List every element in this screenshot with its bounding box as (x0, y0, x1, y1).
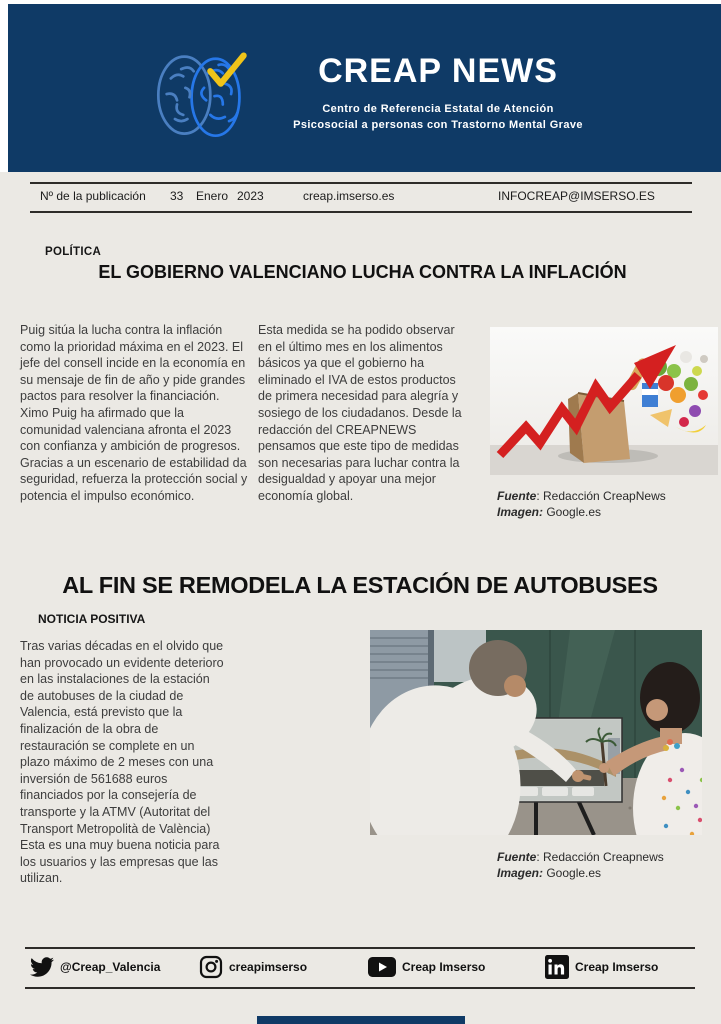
caption-image-text: Google.es (543, 504, 602, 519)
article2-body: Tras varias décadas en el olvido que han provocado un evidente deterioro en las instalaciones de la estación de autobuses de la ciudad de Valencia, está previsto que la finalización de la obra de restauración se complete en un plazo máximo de 2 meses con una inversión de 561688 euros financiados por la consejería de transporte y la ATMV (Autoritat del Transport Metropolità de València) Esta es una muy buena noticia para los usuarios y las empresas que las utilizan. (20, 639, 224, 886)
caption-source-text: : Redacción Creapnews (536, 850, 664, 864)
youtube-channel: Creap Imserso (402, 960, 486, 974)
caption-image-label: Imagen: (497, 504, 544, 519)
pubbar-divider-top (30, 182, 692, 184)
bus-station-photo (370, 630, 702, 835)
article1-caption (497, 489, 666, 520)
headline-autobuses: AL FIN SE REMODELA LA ESTACIÓN DE AUTOBUSES (62, 572, 658, 598)
caption-image-text: Google.es (543, 865, 602, 880)
inflation-arrow-graphic (490, 327, 718, 475)
publication-year: 2023 (237, 189, 264, 203)
footer-divider-top (25, 947, 695, 949)
social-instagram[interactable] (199, 953, 307, 981)
kicker-noticia-positiva: NOTICIA POSITIVA (38, 612, 146, 626)
newsletter-title: CREAP NEWS (318, 52, 558, 90)
instagram-handle: creapimserso (229, 960, 308, 974)
kicker-politica: POLÍTICA (45, 246, 102, 258)
caption-source-text: : Redacción CreapNews (536, 489, 666, 503)
article1-column-1: Puig sitúa la lucha contra la inflación como la prioridad máxima en el 2023. El jefe del consell incide en la economía en su mensaje de fin de año y pide grandes pactos para resolver la financiación. Ximo Puig ha afirmado que la comunidad valenciana afronta el 2023 con confianza y ambición de progresos. Gracias a un escenario de estabilidad da seguridad, refuerza la protección social y potencia el impulso económico. (20, 323, 248, 503)
publication-number-label: Nº de la publicación (40, 189, 146, 203)
social-linkedin[interactable] (545, 953, 658, 981)
linkedin-icon (545, 955, 569, 979)
caption-source-label: Fuente (497, 489, 537, 503)
instagram-icon (199, 955, 223, 979)
pubbar-divider-bottom (30, 211, 692, 213)
social-twitter[interactable] (30, 953, 160, 981)
website-link[interactable]: creap.imserso.es (303, 189, 395, 203)
bottom-navy-bar (257, 1016, 465, 1024)
masthead (8, 4, 721, 172)
headline-inflacion: EL GOBIERNO VALENCIANO LUCHA CONTRA LA INFLACIÓN (98, 262, 627, 282)
publication-month: Enero (196, 189, 229, 203)
youtube-icon (368, 956, 396, 978)
publication-number: 33 (170, 189, 184, 203)
twitter-icon (30, 955, 54, 979)
newsletter-subtitle-line1: Centro de Referencia Estatal de Atención (322, 103, 554, 115)
caption-image-label: Imagen: (497, 865, 544, 880)
twitter-handle: @Creap_Valencia (60, 960, 161, 974)
newsletter-subtitle-line2: Psicosocial a personas con Trastorno Mental Grave (293, 119, 583, 131)
footer-divider-bottom (25, 987, 695, 989)
article1-column-2: Esta medida se ha podido observar en el último mes en los alimentos básicos ya que el gobierno ha eliminado el IVA de estos productos de primera necesidad para alegría y sosiego de los ciudadanos. Desde la redacción del CREAPNEWS pensamos que este tipo de medidas son necesarias para luchar contra la desigualdad y apoyar una mejor economía global. (258, 323, 462, 503)
caption-source-label: Fuente (497, 850, 537, 864)
email-link[interactable]: INFOCREAP@IMSERSO.ES (498, 189, 655, 203)
social-youtube[interactable] (368, 953, 485, 981)
linkedin-page: Creap Imserso (575, 960, 659, 974)
page-margin-left (0, 0, 8, 172)
article2-caption (497, 850, 664, 881)
